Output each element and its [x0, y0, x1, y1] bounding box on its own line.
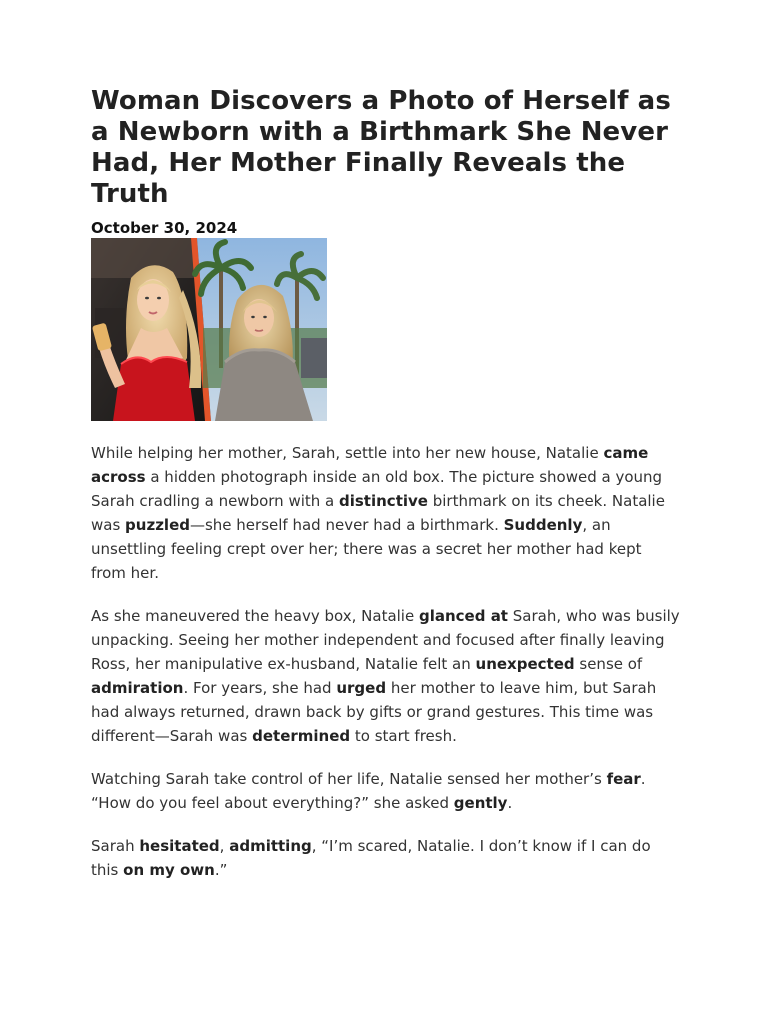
paragraph-3 — [91, 767, 681, 815]
body-text: As she maneuvered the heavy box, Natalie — [91, 607, 419, 625]
emphasis-text: admiration — [91, 679, 184, 697]
body-text: a hidden photograph inside an old box. The picture showed a young Sarah cradling a newborn with a — [91, 468, 663, 510]
body-text: . For years, she had — [183, 679, 337, 697]
body-text: to start fresh. — [350, 727, 457, 745]
paragraph-4 — [91, 834, 681, 882]
emphasis-text: gently — [453, 794, 508, 812]
body-text: her mother to leave him, but Sarah had always returned, drawn back by gifts or grand gestures. This time was different—Sarah was — [91, 679, 657, 745]
article-title: Woman Discovers a Photo of Herself as a Newborn with a Birthmark She Never Had, Her Mother Finally Reveals the Truth — [91, 86, 671, 209]
emphasis-text: Suddenly — [503, 516, 583, 534]
emphasis-text: came across — [91, 444, 649, 486]
emphasis-text: fear — [606, 770, 641, 788]
emphasis-text: determined — [252, 727, 351, 745]
right-photo — [195, 238, 327, 421]
body-text: , — [219, 837, 230, 855]
body-text: birthmark on its cheek. Natalie was — [91, 492, 665, 534]
emphasis-text: hesitated — [139, 837, 220, 855]
body-text: Watching Sarah take control of her life, Natalie sensed her mother’s — [91, 770, 607, 788]
emphasis-text: unexpected — [475, 655, 575, 673]
hero-collage — [91, 238, 327, 421]
body-text: Sarah — [91, 837, 140, 855]
left-photo — [91, 238, 209, 421]
article-hero-image — [91, 238, 327, 421]
article-content — [91, 86, 681, 882]
body-text: Sarah, who was busily unpacking. Seeing her mother independent and focused after finally leaving Ross, her manipulative ex-husband, Natalie felt an — [91, 607, 680, 673]
emphasis-text: urged — [336, 679, 387, 697]
article-date: October 30, 2024 — [91, 219, 238, 237]
body-text: . “How do you feel about everything?” she asked — [91, 770, 646, 812]
emphasis-text: puzzled — [125, 516, 190, 534]
body-text: sense of — [574, 655, 643, 673]
paragraph-1 — [91, 441, 681, 585]
body-text: , “I’m scared, Natalie. I don’t know if I can do this — [91, 837, 651, 879]
body-text: .” — [214, 861, 228, 879]
emphasis-text: glanced at — [418, 607, 508, 625]
emphasis-text: on my own — [123, 861, 215, 879]
body-text: While helping her mother, Sarah, settle into her new house, Natalie — [91, 444, 604, 462]
body-text: , an unsettling feeling crept over her; there was a secret her mother had kept from her. — [91, 516, 642, 582]
body-text: . — [507, 794, 513, 812]
emphasis-text: admitting — [229, 837, 312, 855]
emphasis-text: distinctive — [339, 492, 428, 510]
body-text: —she herself had never had a birthmark. — [189, 516, 504, 534]
paragraph-2 — [91, 604, 681, 748]
